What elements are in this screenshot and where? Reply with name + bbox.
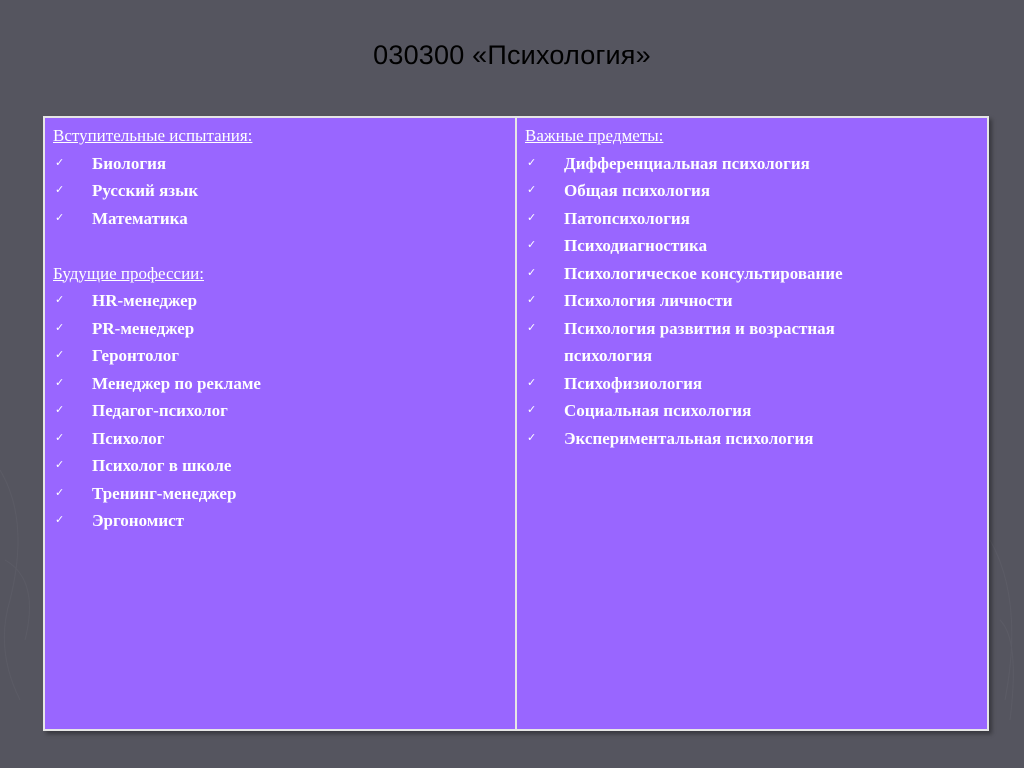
- check-icon: ✓: [527, 184, 537, 196]
- check-icon: ✓: [527, 321, 537, 334]
- check-icon: ✓: [55, 211, 65, 224]
- check-icon: ✓: [527, 156, 537, 169]
- list-item: [53, 315, 507, 343]
- list-item-label: Психолог: [92, 428, 165, 448]
- check-icon: ✓: [55, 486, 65, 499]
- list-item: [53, 177, 507, 205]
- list-item-label: Педагог-психолог: [92, 401, 228, 420]
- important-subjects-heading: Важные предметы:: [525, 126, 664, 145]
- future-professions-heading: Будущие профессии:: [53, 263, 204, 283]
- list-item: [525, 205, 979, 233]
- list-item: [53, 397, 507, 425]
- check-icon: ✓: [55, 156, 65, 169]
- check-icon: ✓: [527, 404, 537, 416]
- list-item-label: Экспериментальная психология: [564, 428, 814, 448]
- list-item: [53, 370, 507, 398]
- list-item-label: Русский язык: [92, 181, 199, 200]
- list-item-label: HR-менеджер: [92, 291, 198, 310]
- list-item-label: Дифференциальная психология: [564, 153, 810, 173]
- check-icon: ✓: [527, 376, 537, 389]
- list-item: [525, 315, 979, 370]
- entrance-exams-list: [53, 150, 507, 233]
- left-column: [45, 118, 517, 729]
- check-icon: ✓: [527, 294, 537, 306]
- check-icon: ✓: [527, 266, 537, 279]
- spacer: [53, 232, 507, 260]
- list-item-label: PR-менеджер: [92, 318, 195, 338]
- list-item-label: Патопсихология: [564, 208, 690, 228]
- list-item: [525, 425, 979, 453]
- list-item-label: Психолог в школе: [92, 456, 232, 475]
- list-item-label: Психодиагностика: [564, 236, 708, 255]
- check-icon: ✓: [527, 431, 537, 444]
- check-icon: ✓: [55, 459, 65, 471]
- list-item-label: Менеджер по рекламе: [92, 373, 261, 393]
- list-item-label: Геронтолог: [92, 346, 179, 365]
- content-table: [43, 116, 989, 731]
- check-icon: ✓: [55, 294, 65, 306]
- list-item-label: Эргономист: [92, 511, 185, 530]
- list-item: [525, 150, 979, 178]
- list-item-label: Психофизиология: [564, 373, 703, 393]
- check-icon: ✓: [55, 514, 65, 526]
- list-item: [53, 480, 507, 508]
- list-item: [53, 452, 507, 480]
- check-icon: ✓: [55, 376, 65, 389]
- list-item-label: Психология личности: [564, 291, 733, 310]
- list-item-label: Общая психология: [564, 181, 711, 200]
- list-item: [525, 260, 979, 288]
- check-icon: ✓: [527, 239, 537, 251]
- list-item: [53, 150, 507, 178]
- list-item: [525, 232, 979, 260]
- list-item: [53, 287, 507, 315]
- list-item: [525, 397, 979, 425]
- list-item: [53, 507, 507, 535]
- right-column: [517, 118, 987, 729]
- check-icon: ✓: [55, 431, 65, 444]
- list-item: [53, 425, 507, 453]
- list-item: [525, 177, 979, 205]
- list-item: [525, 370, 979, 398]
- list-item-label: Тренинг-менеджер: [92, 483, 237, 503]
- check-icon: ✓: [55, 349, 65, 361]
- list-item-label: Математика: [92, 208, 188, 228]
- list-item: [53, 205, 507, 233]
- check-icon: ✓: [527, 211, 537, 224]
- list-item-label: Психология развития и возрастная психология: [564, 318, 835, 365]
- entrance-exams-heading: Вступительные испытания:: [53, 126, 253, 145]
- list-item-label: Биология: [92, 153, 167, 173]
- list-item-label: Психологическое консультирование: [564, 263, 843, 283]
- important-subjects-list: [525, 150, 979, 453]
- list-item: [53, 342, 507, 370]
- check-icon: ✓: [55, 321, 65, 334]
- slide-title: 030300 «Психология»: [373, 40, 651, 70]
- future-professions-list: [53, 287, 507, 535]
- list-item: [525, 287, 979, 315]
- check-icon: ✓: [55, 404, 65, 416]
- list-item-label: Социальная психология: [564, 401, 752, 420]
- check-icon: ✓: [55, 184, 65, 196]
